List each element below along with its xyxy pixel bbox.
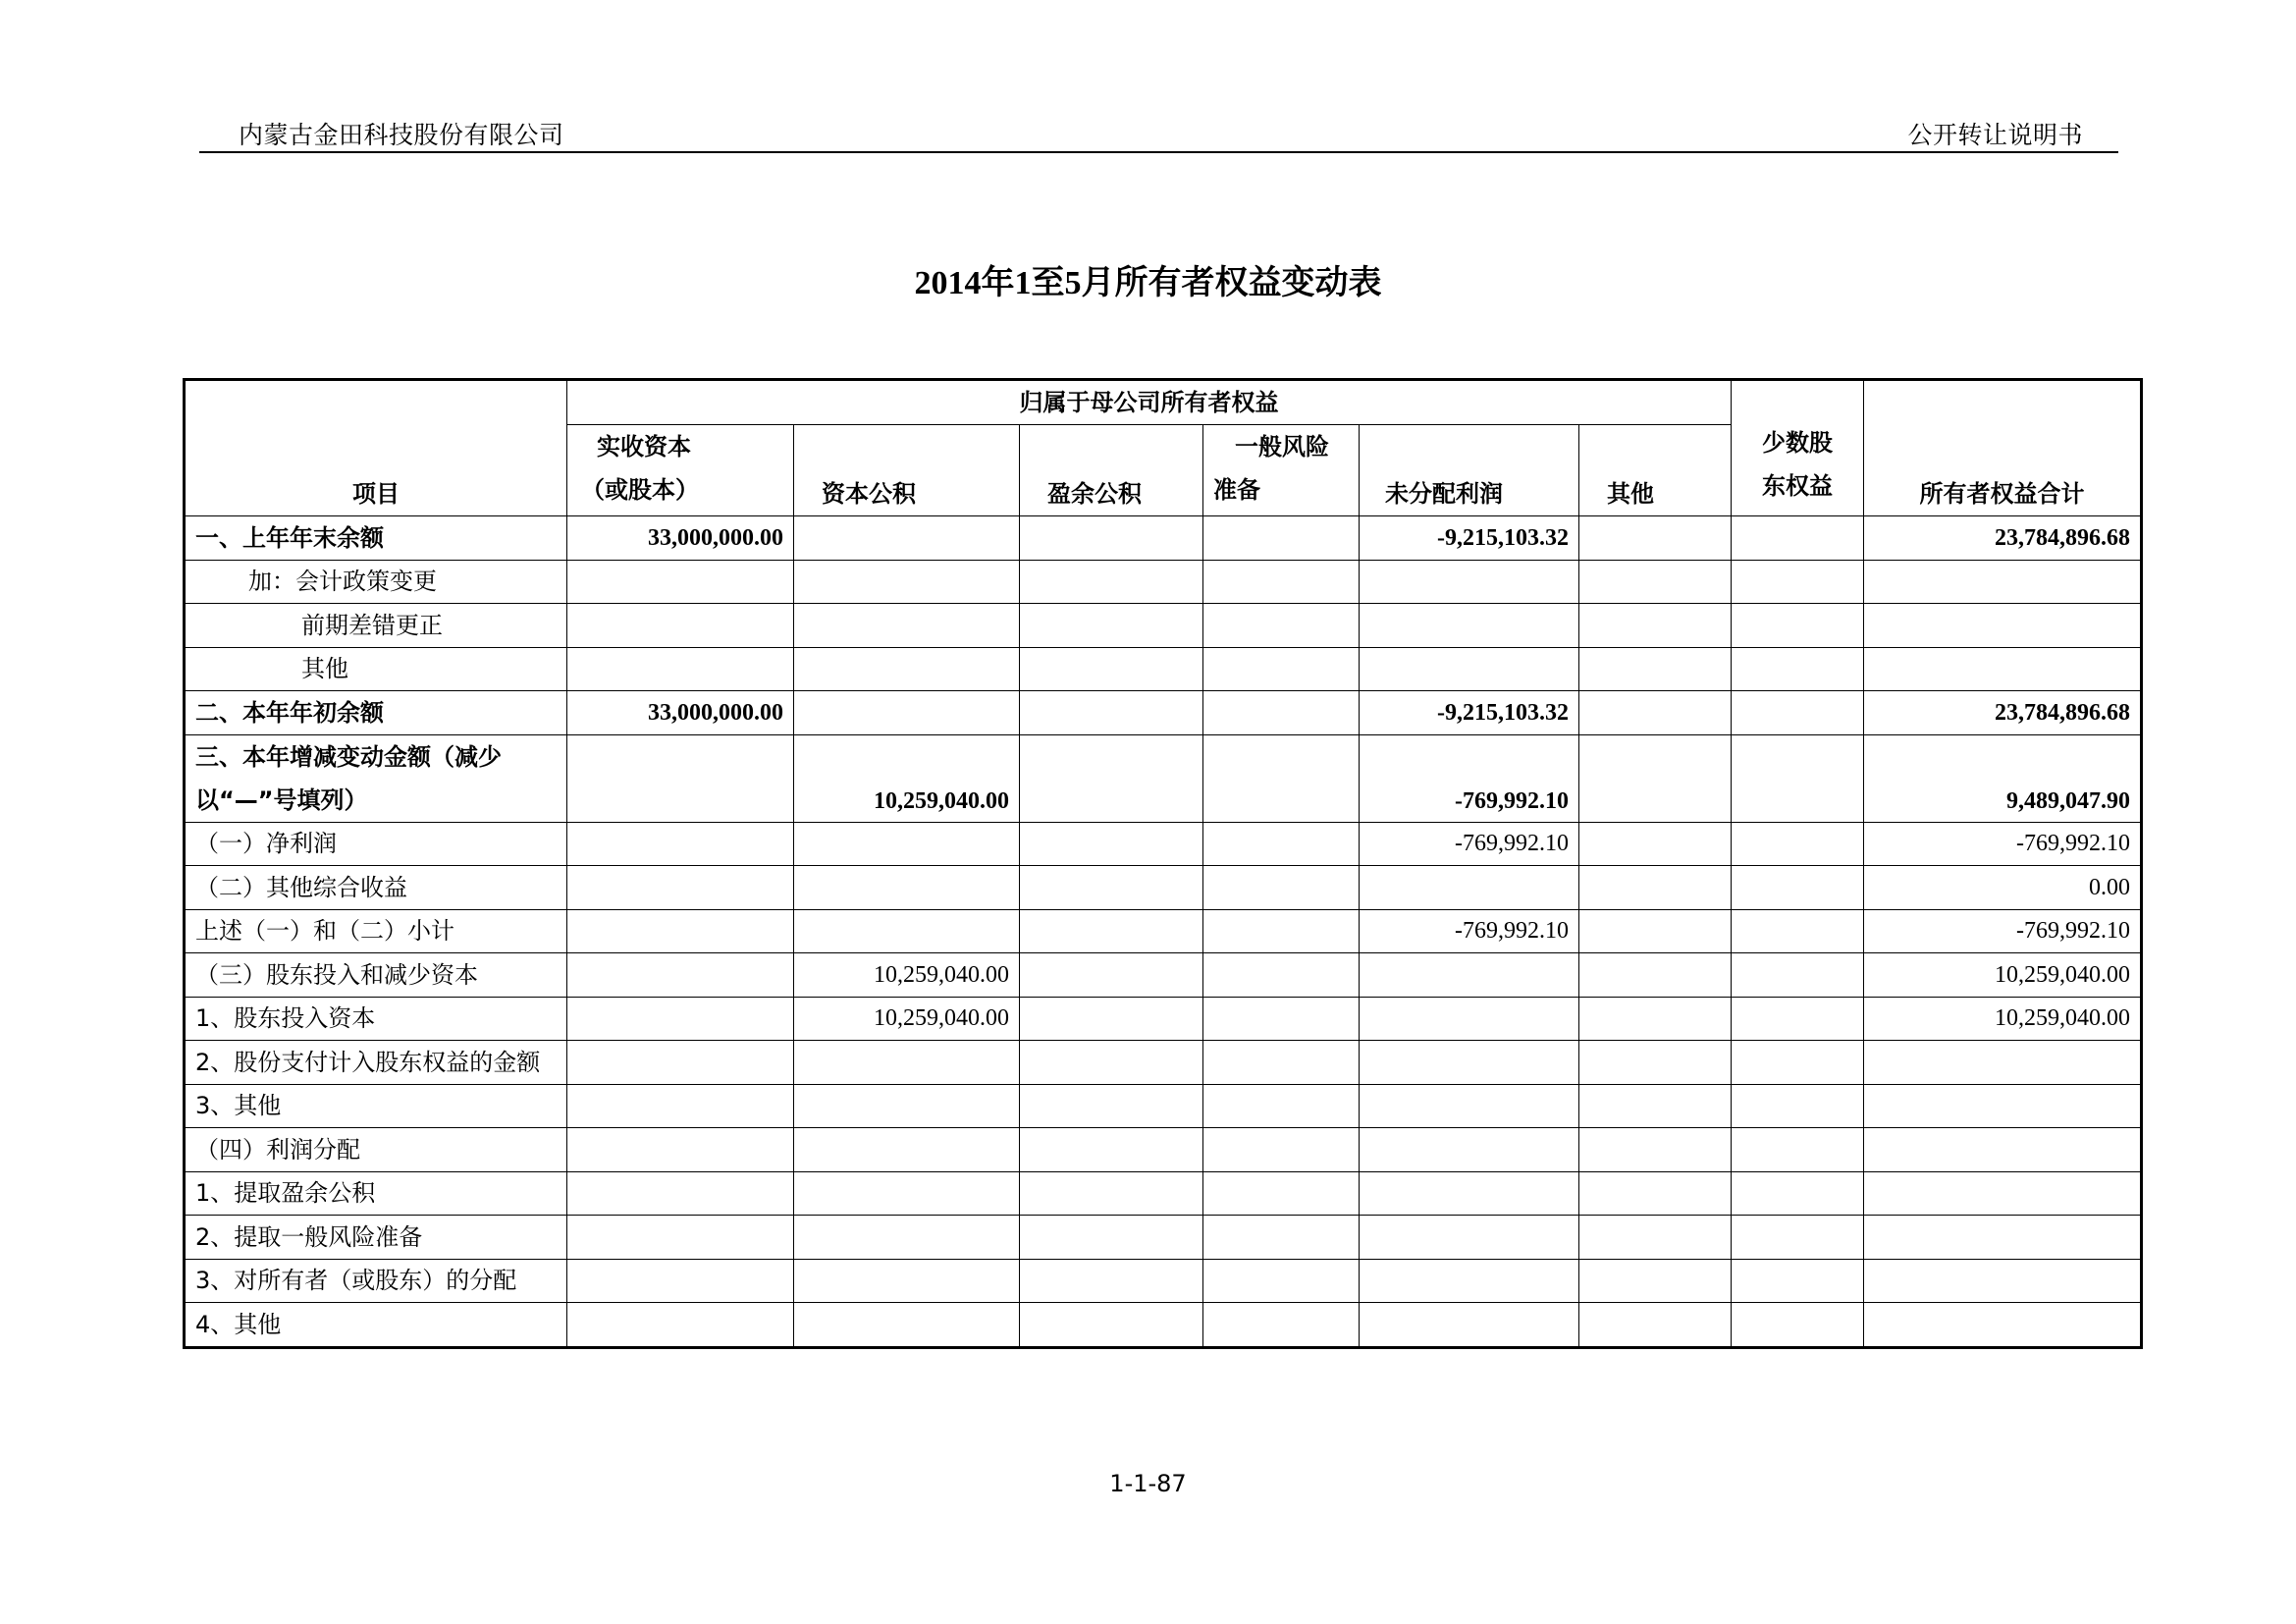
cell-undistributed-profit — [1360, 1171, 1579, 1216]
cell-surplus-reserve — [1020, 822, 1203, 866]
cell-total: 0.00 — [1864, 866, 2142, 910]
cell-surplus-reserve — [1020, 1171, 1203, 1216]
col-header-general-risk: 一般风险 准备 — [1203, 425, 1360, 516]
cell-surplus-reserve — [1020, 691, 1203, 735]
table-row — [185, 1303, 2142, 1348]
table-row — [185, 691, 2142, 735]
cell-capital-reserve — [794, 560, 1020, 604]
table-row — [185, 1084, 2142, 1128]
col-header-total: 所有者权益合计 — [1864, 380, 2142, 516]
cell-general-risk — [1203, 1216, 1360, 1260]
row-label: 前期差错更正 — [185, 604, 567, 648]
cell-surplus-reserve — [1020, 734, 1203, 822]
cell-paid-in-capital — [567, 1216, 794, 1260]
cell-total — [1864, 1084, 2142, 1128]
cell-minority — [1732, 516, 1864, 561]
cell-capital-reserve — [794, 909, 1020, 953]
cell-capital-reserve — [794, 822, 1020, 866]
cell-minority — [1732, 1259, 1864, 1303]
row-label: （三）股东投入和减少资本 — [185, 953, 567, 998]
cell-total — [1864, 1171, 2142, 1216]
cell-surplus-reserve — [1020, 647, 1203, 691]
cell-undistributed-profit: -9,215,103.32 — [1360, 516, 1579, 561]
cell-other — [1579, 1216, 1732, 1260]
cell-surplus-reserve — [1020, 953, 1203, 998]
row-label: 二、本年年初余额 — [185, 691, 567, 735]
cell-paid-in-capital — [567, 1128, 794, 1172]
cell-undistributed-profit — [1360, 1259, 1579, 1303]
cell-other — [1579, 953, 1732, 998]
cell-other — [1579, 691, 1732, 735]
cell-minority — [1732, 1171, 1864, 1216]
cell-capital-reserve — [794, 647, 1020, 691]
cell-other — [1579, 734, 1732, 822]
cell-paid-in-capital — [567, 1041, 794, 1085]
cell-minority — [1732, 866, 1864, 910]
cell-undistributed-profit — [1360, 997, 1579, 1041]
cell-surplus-reserve — [1020, 516, 1203, 561]
cell-minority — [1732, 560, 1864, 604]
cell-paid-in-capital — [567, 909, 794, 953]
cell-total — [1864, 647, 2142, 691]
cell-capital-reserve — [794, 1216, 1020, 1260]
row-label: 上述（一）和（二）小计 — [185, 909, 567, 953]
table-row — [185, 997, 2142, 1041]
cell-general-risk — [1203, 1303, 1360, 1348]
page-header — [199, 114, 2118, 153]
cell-general-risk — [1203, 1128, 1360, 1172]
cell-minority — [1732, 1303, 1864, 1348]
col-header-capital-reserve: 资本公积 — [794, 425, 1020, 516]
company-name: 内蒙古金田科技股份有限公司 — [239, 121, 564, 149]
cell-total — [1864, 604, 2142, 648]
page-number: 1-1-87 — [1109, 1470, 1187, 1497]
cell-capital-reserve — [794, 604, 1020, 648]
cell-total: 23,784,896.68 — [1864, 691, 2142, 735]
cell-capital-reserve — [794, 1128, 1020, 1172]
cell-total — [1864, 1216, 2142, 1260]
table-row — [185, 866, 2142, 910]
row-label: 加：会计政策变更 — [185, 560, 567, 604]
table-row — [185, 822, 2142, 866]
cell-undistributed-profit — [1360, 1303, 1579, 1348]
cell-undistributed-profit: -769,992.10 — [1360, 822, 1579, 866]
table-row — [185, 1171, 2142, 1216]
cell-total — [1864, 1303, 2142, 1348]
cell-other — [1579, 604, 1732, 648]
cell-other — [1579, 866, 1732, 910]
table-row — [185, 604, 2142, 648]
row-label: 1、股东投入资本 — [185, 997, 567, 1041]
cell-general-risk — [1203, 953, 1360, 998]
cell-other — [1579, 647, 1732, 691]
cell-paid-in-capital — [567, 604, 794, 648]
cell-total: -769,992.10 — [1864, 909, 2142, 953]
cell-surplus-reserve — [1020, 604, 1203, 648]
cell-other — [1579, 822, 1732, 866]
cell-minority — [1732, 909, 1864, 953]
cell-paid-in-capital — [567, 953, 794, 998]
cell-total — [1864, 1041, 2142, 1085]
cell-surplus-reserve — [1020, 1128, 1203, 1172]
cell-paid-in-capital — [567, 560, 794, 604]
table-row — [185, 516, 2142, 561]
col-header-item: 项目 — [185, 380, 567, 516]
cell-capital-reserve — [794, 1303, 1020, 1348]
cell-undistributed-profit — [1360, 647, 1579, 691]
cell-undistributed-profit — [1360, 1128, 1579, 1172]
table-row — [185, 734, 2142, 822]
cell-capital-reserve — [794, 1171, 1020, 1216]
cell-undistributed-profit: -769,992.10 — [1360, 734, 1579, 822]
cell-general-risk — [1203, 560, 1360, 604]
cell-undistributed-profit: -769,992.10 — [1360, 909, 1579, 953]
cell-general-risk — [1203, 1041, 1360, 1085]
cell-total: 9,489,047.90 — [1864, 734, 2142, 822]
cell-capital-reserve — [794, 1259, 1020, 1303]
cell-paid-in-capital — [567, 1259, 794, 1303]
col-header-other: 其他 — [1579, 425, 1732, 516]
cell-capital-reserve — [794, 691, 1020, 735]
equity-change-table — [183, 378, 2143, 1349]
cell-capital-reserve — [794, 1041, 1020, 1085]
cell-paid-in-capital — [567, 1084, 794, 1128]
cell-undistributed-profit — [1360, 1084, 1579, 1128]
cell-capital-reserve — [794, 1084, 1020, 1128]
cell-minority — [1732, 953, 1864, 998]
row-label: 2、提取一般风险准备 — [185, 1216, 567, 1260]
cell-paid-in-capital — [567, 1171, 794, 1216]
cell-minority — [1732, 691, 1864, 735]
table-row — [185, 1041, 2142, 1085]
cell-undistributed-profit — [1360, 1216, 1579, 1260]
cell-other — [1579, 516, 1732, 561]
cell-total — [1864, 560, 2142, 604]
cell-other — [1579, 1303, 1732, 1348]
page-title: 2014年1至5月所有者权益变动表 — [914, 265, 1382, 301]
cell-minority — [1732, 734, 1864, 822]
cell-general-risk — [1203, 1084, 1360, 1128]
cell-surplus-reserve — [1020, 1041, 1203, 1085]
row-label: 4、其他 — [185, 1303, 567, 1348]
cell-minority — [1732, 1128, 1864, 1172]
cell-general-risk — [1203, 1259, 1360, 1303]
document-type: 公开转让说明书 — [1907, 121, 2083, 149]
cell-other — [1579, 1084, 1732, 1128]
cell-other — [1579, 560, 1732, 604]
col-header-paid-in-capital: 实收资本 （或股本） — [567, 425, 794, 516]
col-header-minority: 少数股 东权益 — [1732, 380, 1864, 516]
table-row — [185, 953, 2142, 998]
cell-paid-in-capital — [567, 1303, 794, 1348]
cell-minority — [1732, 647, 1864, 691]
cell-surplus-reserve — [1020, 866, 1203, 910]
cell-general-risk — [1203, 647, 1360, 691]
cell-general-risk — [1203, 516, 1360, 561]
cell-surplus-reserve — [1020, 1216, 1203, 1260]
cell-surplus-reserve — [1020, 1084, 1203, 1128]
cell-minority — [1732, 822, 1864, 866]
cell-total: 23,784,896.68 — [1864, 516, 2142, 561]
cell-total: 10,259,040.00 — [1864, 997, 2142, 1041]
group-header-parent-equity: 归属于母公司所有者权益 — [567, 380, 1732, 425]
cell-capital-reserve — [794, 866, 1020, 910]
table-row — [185, 1216, 2142, 1260]
cell-paid-in-capital — [567, 997, 794, 1041]
cell-minority — [1732, 1216, 1864, 1260]
cell-other — [1579, 1128, 1732, 1172]
cell-minority — [1732, 997, 1864, 1041]
cell-undistributed-profit — [1360, 953, 1579, 998]
cell-total — [1864, 1128, 2142, 1172]
row-label: （一）净利润 — [185, 822, 567, 866]
cell-capital-reserve: 10,259,040.00 — [794, 997, 1020, 1041]
cell-capital-reserve: 10,259,040.00 — [794, 734, 1020, 822]
cell-other — [1579, 1041, 1732, 1085]
row-label: （二）其他综合收益 — [185, 866, 567, 910]
cell-general-risk — [1203, 997, 1360, 1041]
cell-other — [1579, 909, 1732, 953]
cell-other — [1579, 1171, 1732, 1216]
row-label: 3、对所有者（或股东）的分配 — [185, 1259, 567, 1303]
col-header-undistributed-profit: 未分配利润 — [1360, 425, 1579, 516]
table-row — [185, 647, 2142, 691]
row-label: 其他 — [185, 647, 567, 691]
table-row — [185, 1259, 2142, 1303]
cell-other — [1579, 997, 1732, 1041]
cell-surplus-reserve — [1020, 997, 1203, 1041]
cell-capital-reserve: 10,259,040.00 — [794, 953, 1020, 998]
cell-surplus-reserve — [1020, 560, 1203, 604]
cell-general-risk — [1203, 691, 1360, 735]
cell-paid-in-capital — [567, 647, 794, 691]
cell-minority — [1732, 1084, 1864, 1128]
cell-paid-in-capital: 33,000,000.00 — [567, 691, 794, 735]
cell-general-risk — [1203, 604, 1360, 648]
cell-total: -769,992.10 — [1864, 822, 2142, 866]
cell-capital-reserve — [794, 516, 1020, 561]
cell-undistributed-profit — [1360, 866, 1579, 910]
row-label: 三、本年增减变动金额（减少以“—”号填列） — [185, 734, 567, 822]
cell-general-risk — [1203, 822, 1360, 866]
cell-minority — [1732, 604, 1864, 648]
cell-total: 10,259,040.00 — [1864, 953, 2142, 998]
table-row — [185, 560, 2142, 604]
row-label: 3、其他 — [185, 1084, 567, 1128]
cell-surplus-reserve — [1020, 1259, 1203, 1303]
cell-surplus-reserve — [1020, 909, 1203, 953]
cell-general-risk — [1203, 734, 1360, 822]
row-label: 一、上年年末余额 — [185, 516, 567, 561]
cell-other — [1579, 1259, 1732, 1303]
cell-paid-in-capital — [567, 734, 794, 822]
cell-general-risk — [1203, 909, 1360, 953]
cell-undistributed-profit — [1360, 560, 1579, 604]
cell-paid-in-capital — [567, 866, 794, 910]
cell-general-risk — [1203, 866, 1360, 910]
row-label: （四）利润分配 — [185, 1128, 567, 1172]
cell-total — [1864, 1259, 2142, 1303]
cell-surplus-reserve — [1020, 1303, 1203, 1348]
col-header-surplus-reserve: 盈余公积 — [1020, 425, 1203, 516]
cell-general-risk — [1203, 1171, 1360, 1216]
cell-undistributed-profit — [1360, 604, 1579, 648]
table-row — [185, 1128, 2142, 1172]
cell-paid-in-capital — [567, 822, 794, 866]
row-label: 2、股份支付计入股东权益的金额 — [185, 1041, 567, 1085]
cell-paid-in-capital: 33,000,000.00 — [567, 516, 794, 561]
table-row — [185, 909, 2142, 953]
cell-undistributed-profit: -9,215,103.32 — [1360, 691, 1579, 735]
row-label: 1、提取盈余公积 — [185, 1171, 567, 1216]
cell-minority — [1732, 1041, 1864, 1085]
cell-undistributed-profit — [1360, 1041, 1579, 1085]
